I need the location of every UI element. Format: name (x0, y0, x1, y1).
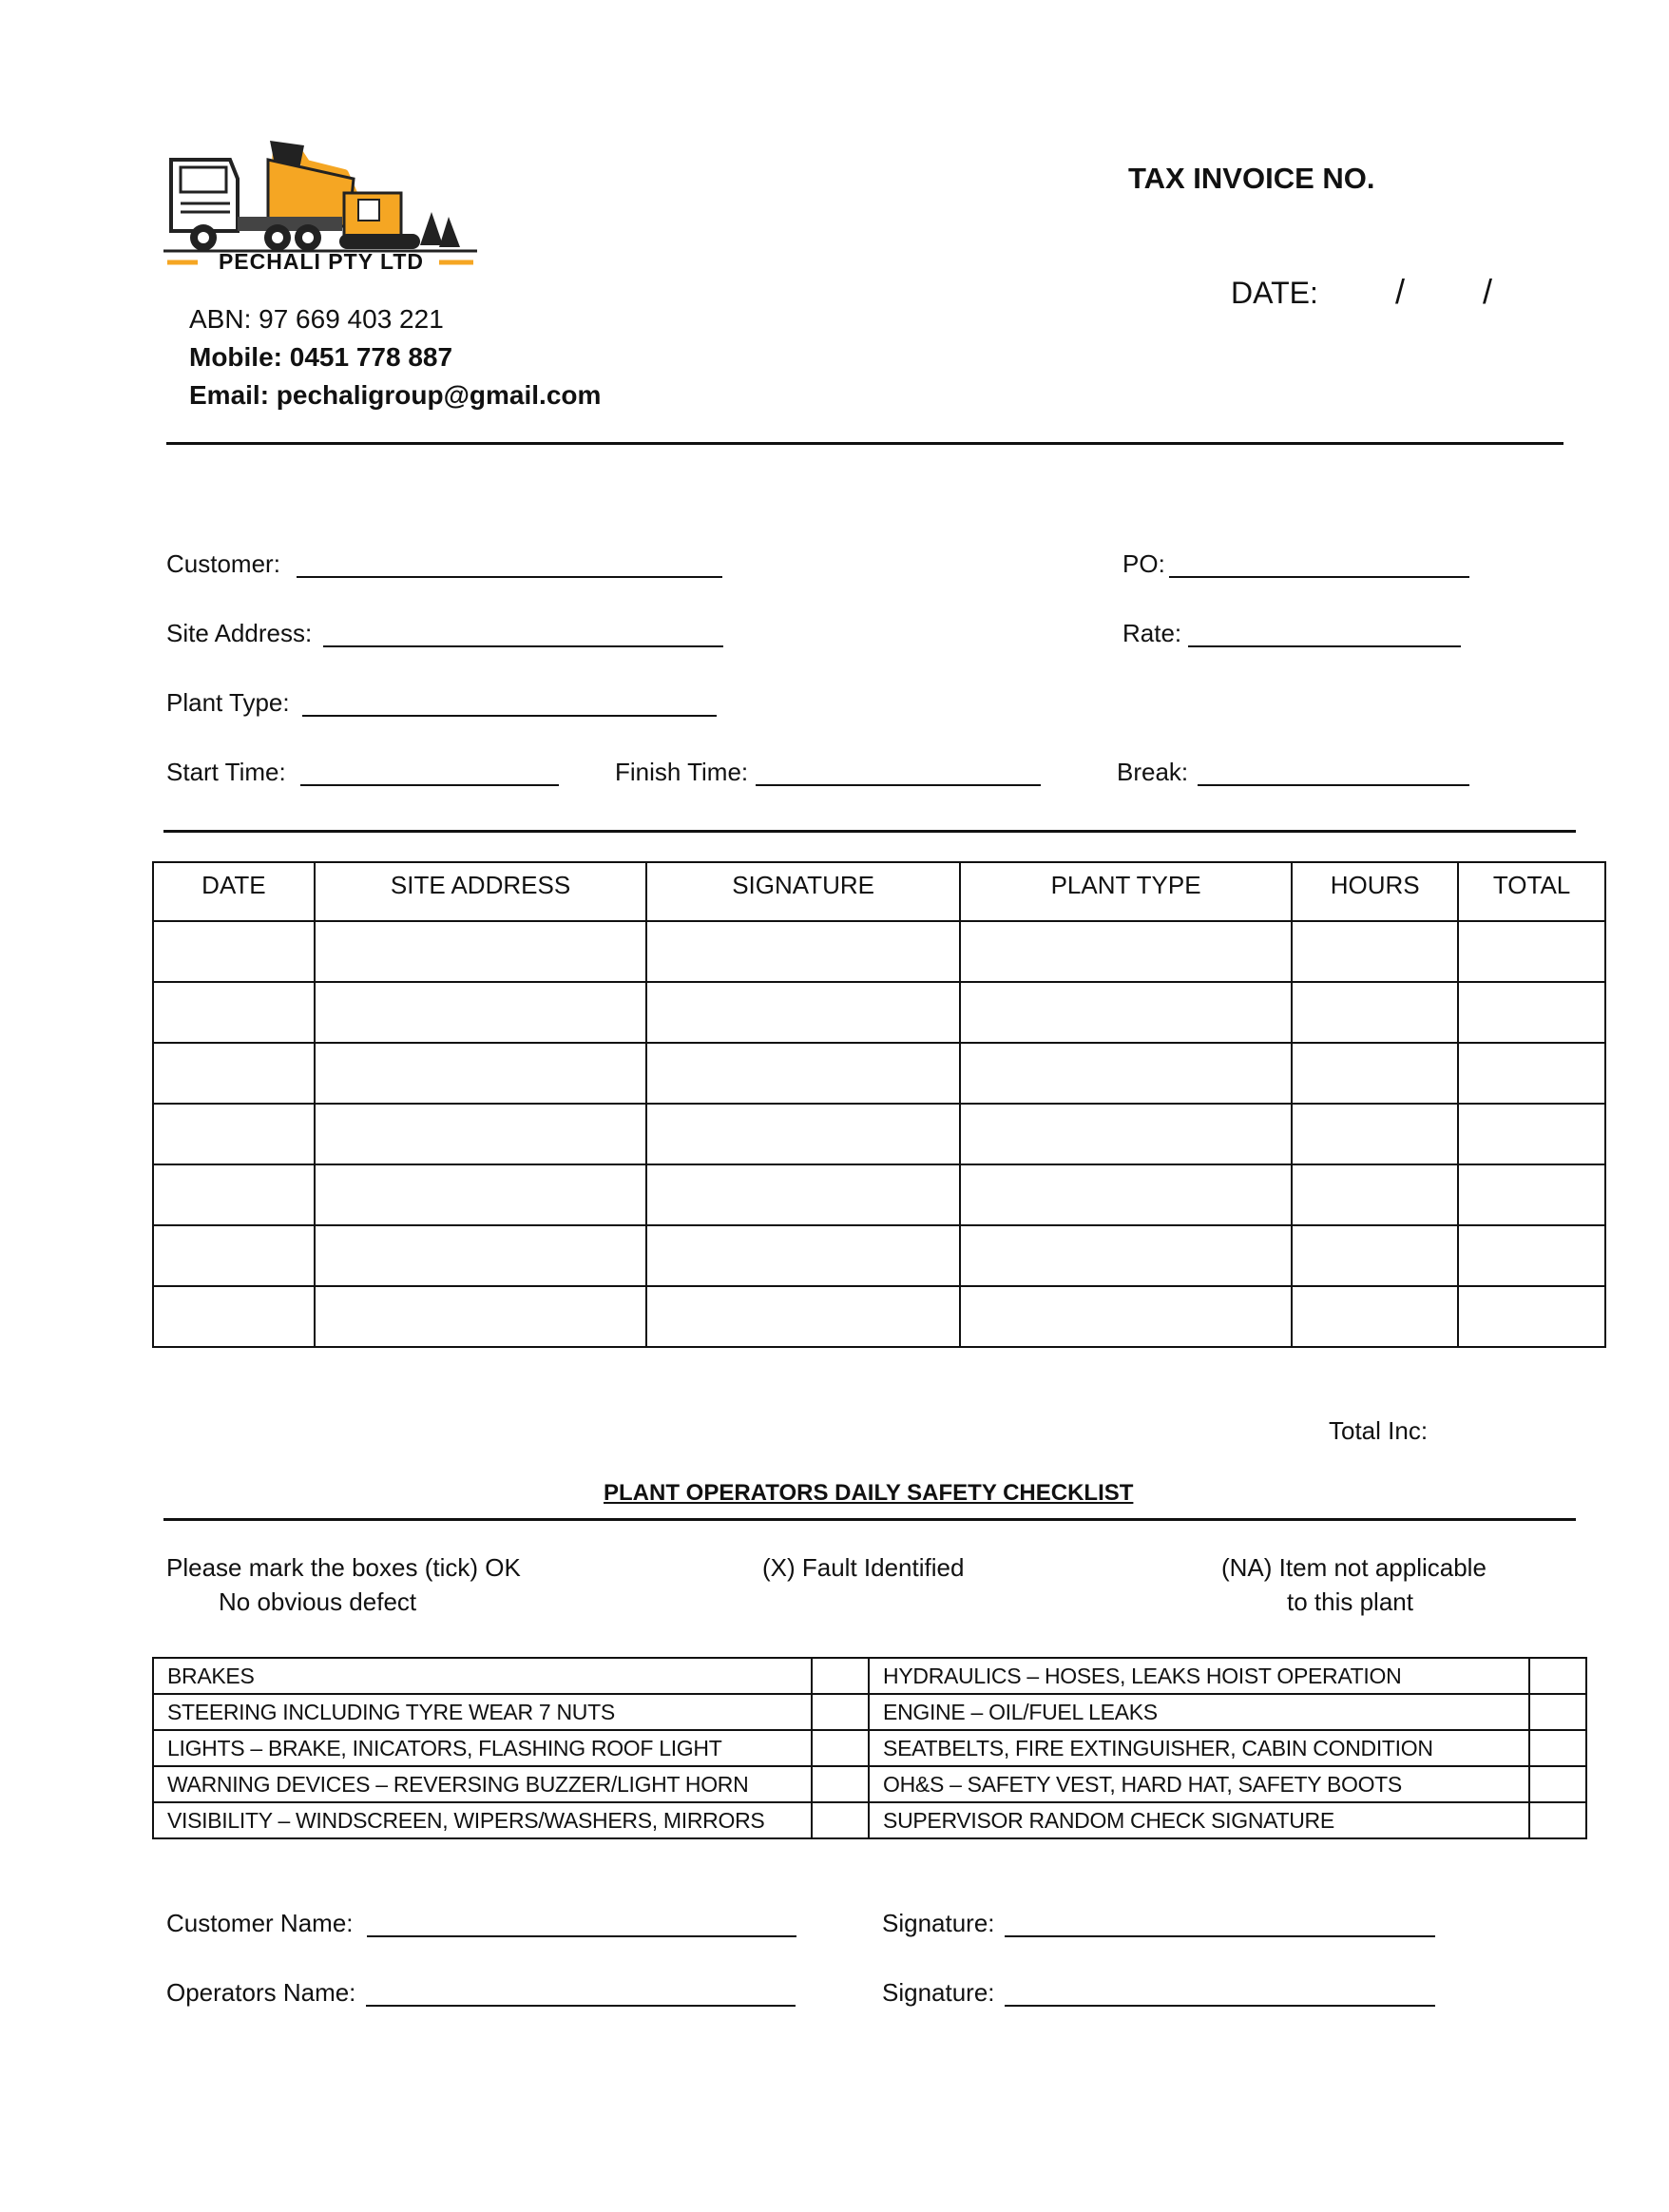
checklist-row (153, 1802, 1586, 1838)
checklist-checkbox[interactable] (812, 1730, 869, 1766)
table-cell[interactable] (1292, 1286, 1458, 1347)
customer-label: Customer: (166, 549, 280, 578)
finish-time-field[interactable] (756, 784, 1041, 786)
table-row (153, 1286, 1605, 1347)
table-header-row (153, 862, 1605, 921)
break-label: Break: (1117, 758, 1189, 786)
checklist-checkbox[interactable] (1529, 1802, 1586, 1838)
invoice-title: TAX INVOICE NO. (1128, 162, 1375, 195)
operator-signature-field[interactable] (1005, 2005, 1435, 2007)
divider (163, 1518, 1576, 1521)
table-cell[interactable] (960, 982, 1292, 1043)
date-slash: / (1483, 272, 1493, 311)
email-text: Email: pechaligroup@gmail.com (189, 380, 602, 410)
legend-na: (NA) Item not applicable (1221, 1553, 1487, 1582)
rate-field[interactable] (1188, 645, 1461, 647)
checklist-item-label: VISIBILITY – WINDSCREEN, WIPERS/WASHERS, MIRRORS (153, 1802, 812, 1838)
work-table (152, 861, 1606, 1348)
checklist-item-label: SUPERVISOR RANDOM CHECK SIGNATURE (869, 1802, 1529, 1838)
checklist-checkbox[interactable] (1529, 1766, 1586, 1802)
table-cell[interactable] (1292, 982, 1458, 1043)
column-header-hours: HOURS (1292, 862, 1458, 921)
table-cell[interactable] (646, 921, 960, 982)
table-cell[interactable] (315, 1225, 647, 1286)
table-cell[interactable] (153, 982, 315, 1043)
customer-name-label: Customer Name: (166, 1909, 354, 1937)
checklist-checkbox[interactable] (812, 1766, 869, 1802)
safety-checklist-table (152, 1657, 1587, 1839)
legend-fault: (X) Fault Identified (762, 1553, 965, 1582)
plant-type-field[interactable] (302, 715, 717, 717)
column-header-plant-type: PLANT TYPE (960, 862, 1292, 921)
table-cell[interactable] (153, 1104, 315, 1164)
checklist-title: PLANT OPERATORS DAILY SAFETY CHECKLIST (604, 1480, 1134, 1506)
table-cell[interactable] (1292, 1043, 1458, 1104)
table-cell[interactable] (1458, 921, 1605, 982)
signature-label: Signature: (882, 1909, 995, 1937)
checklist-item-label: OH&S – SAFETY VEST, HARD HAT, SAFETY BOOTS (869, 1766, 1529, 1802)
table-cell[interactable] (1292, 1164, 1458, 1225)
divider (163, 830, 1576, 833)
table-cell[interactable] (1292, 921, 1458, 982)
legend-na-detail: to this plant (1287, 1587, 1413, 1616)
plant-type-label: Plant Type: (166, 688, 290, 717)
po-field[interactable] (1169, 576, 1469, 578)
table-row (153, 921, 1605, 982)
table-row (153, 1043, 1605, 1104)
checklist-checkbox[interactable] (812, 1658, 869, 1694)
table-cell[interactable] (315, 921, 647, 982)
site-address-label: Site Address: (166, 619, 313, 647)
table-cell[interactable] (1458, 982, 1605, 1043)
date-slash: / (1395, 272, 1406, 311)
customer-name-field[interactable] (367, 1935, 796, 1937)
customer-signature-field[interactable] (1005, 1935, 1435, 1937)
legend-ok-detail: No obvious defect (219, 1587, 417, 1616)
checklist-item-label: SEATBELTS, FIRE EXTINGUISHER, CABIN CONDITION (869, 1730, 1529, 1766)
mobile-text: Mobile: 0451 778 887 (189, 342, 453, 372)
site-address-field[interactable] (323, 645, 723, 647)
column-header-signature: SIGNATURE (646, 862, 960, 921)
operators-name-field[interactable] (366, 2005, 796, 2007)
table-cell[interactable] (1458, 1043, 1605, 1104)
table-cell[interactable] (1458, 1164, 1605, 1225)
column-header-site-address: SITE ADDRESS (315, 862, 647, 921)
table-cell[interactable] (960, 1164, 1292, 1225)
table-cell[interactable] (646, 1164, 960, 1225)
finish-time-label: Finish Time: (615, 758, 749, 786)
table-cell[interactable] (646, 1043, 960, 1104)
checklist-row (153, 1694, 1586, 1730)
table-cell[interactable] (646, 1286, 960, 1347)
table-cell[interactable] (1458, 1286, 1605, 1347)
table-cell[interactable] (960, 921, 1292, 982)
total-inc-label: Total Inc: (1329, 1416, 1429, 1445)
signature-label: Signature: (882, 1978, 995, 2007)
table-row (153, 1225, 1605, 1286)
table-row (153, 1104, 1605, 1164)
checklist-row (153, 1730, 1586, 1766)
table-cell[interactable] (153, 1225, 315, 1286)
start-time-label: Start Time: (166, 758, 286, 786)
checklist-item-label: ENGINE – OIL/FUEL LEAKS (869, 1694, 1529, 1730)
column-header-total: TOTAL (1458, 862, 1605, 921)
abn-text: ABN: 97 669 403 221 (189, 304, 444, 334)
checklist-item-label: WARNING DEVICES – REVERSING BUZZER/LIGHT HORN (153, 1766, 812, 1802)
table-cell[interactable] (153, 1043, 315, 1104)
table-cell[interactable] (315, 982, 647, 1043)
checklist-item-label: LIGHTS – BRAKE, INICATORS, FLASHING ROOF LIGHT (153, 1730, 812, 1766)
po-label: PO: (1122, 549, 1165, 578)
column-header-date: DATE (153, 862, 315, 921)
checklist-row (153, 1766, 1586, 1802)
checklist-row (153, 1658, 1586, 1694)
table-cell[interactable] (960, 1225, 1292, 1286)
table-cell[interactable] (960, 1043, 1292, 1104)
table-cell[interactable] (960, 1104, 1292, 1164)
table-cell[interactable] (1292, 1104, 1458, 1164)
operators-name-label: Operators Name: (166, 1978, 356, 2007)
table-cell[interactable] (646, 1225, 960, 1286)
customer-field[interactable] (297, 576, 722, 578)
table-cell[interactable] (960, 1286, 1292, 1347)
table-cell[interactable] (153, 1286, 315, 1347)
divider (166, 442, 1563, 445)
table-cell[interactable] (646, 1104, 960, 1164)
table-cell[interactable] (153, 921, 315, 982)
checklist-item-label: BRAKES (153, 1658, 812, 1694)
legend-ok: Please mark the boxes (tick) OK (166, 1553, 521, 1582)
checklist-checkbox[interactable] (1529, 1658, 1586, 1694)
checklist-item-label: HYDRAULICS – HOSES, LEAKS HOIST OPERATION (869, 1658, 1529, 1694)
checklist-checkbox[interactable] (1529, 1730, 1586, 1766)
checklist-item-label: STEERING INCLUDING TYRE WEAR 7 NUTS (153, 1694, 812, 1730)
start-time-field[interactable] (300, 784, 559, 786)
table-cell[interactable] (153, 1164, 315, 1225)
table-cell[interactable] (646, 982, 960, 1043)
company-name: PECHALI PTY LTD (218, 249, 425, 274)
table-cell[interactable] (1458, 1225, 1605, 1286)
table-cell[interactable] (315, 1043, 647, 1104)
table-row (153, 982, 1605, 1043)
table-cell[interactable] (1458, 1104, 1605, 1164)
table-cell[interactable] (315, 1286, 647, 1347)
break-field[interactable] (1198, 784, 1469, 786)
checklist-checkbox[interactable] (812, 1694, 869, 1730)
checklist-checkbox[interactable] (812, 1802, 869, 1838)
date-label: DATE: (1231, 276, 1318, 310)
table-cell[interactable] (315, 1104, 647, 1164)
checklist-checkbox[interactable] (1529, 1694, 1586, 1730)
rate-label: Rate: (1122, 619, 1182, 647)
table-row (153, 1164, 1605, 1225)
table-cell[interactable] (1292, 1225, 1458, 1286)
table-cell[interactable] (315, 1164, 647, 1225)
